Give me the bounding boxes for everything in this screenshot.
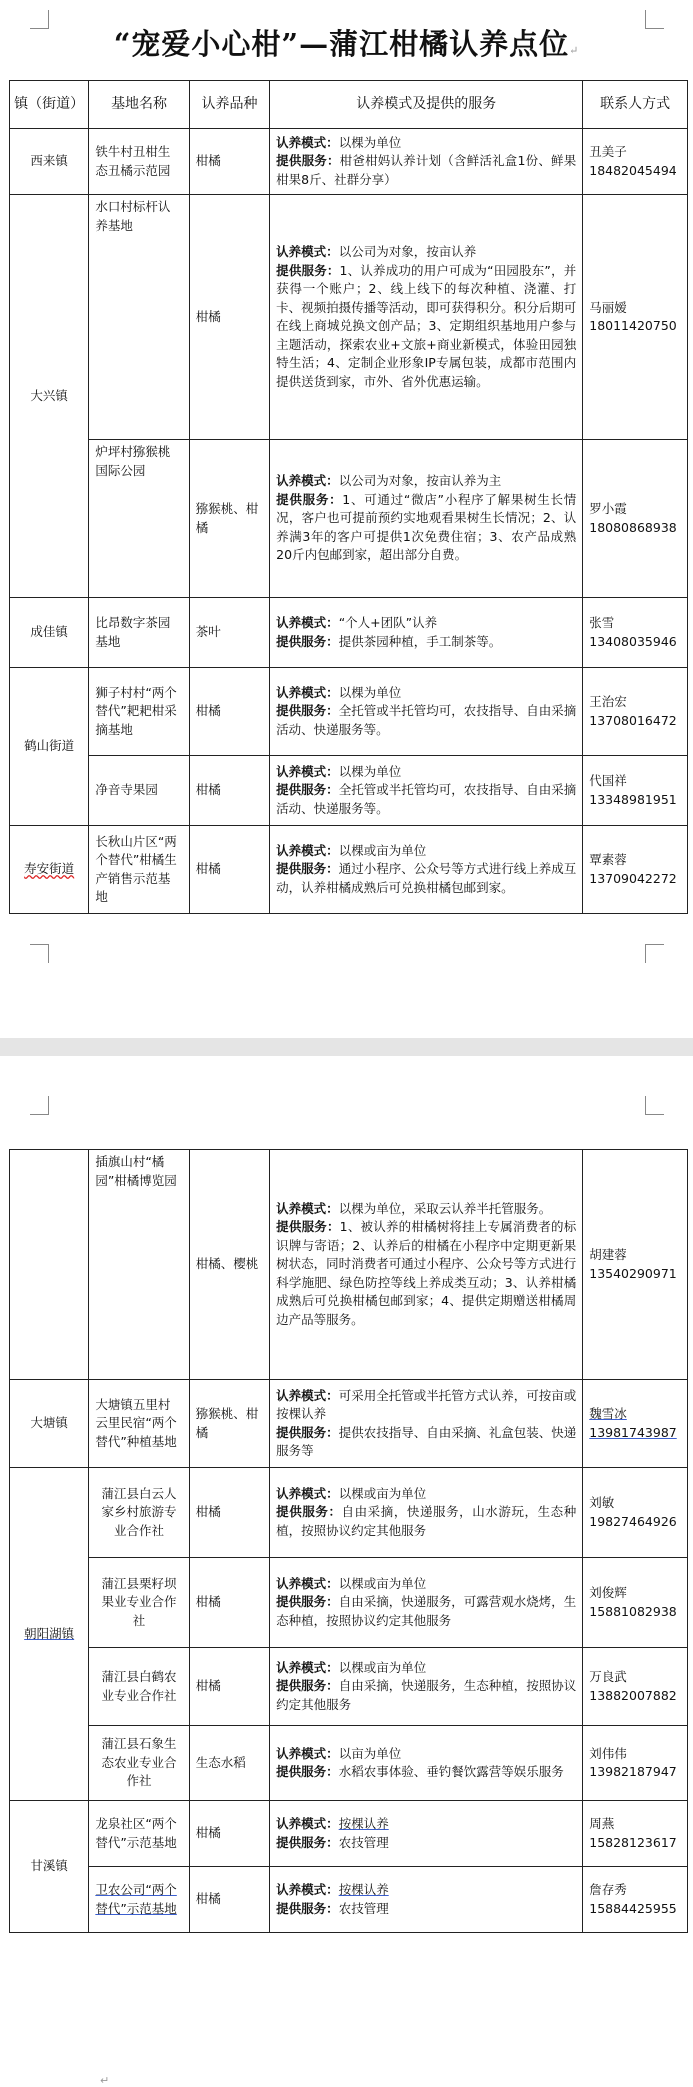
- contact-cell: 万良武 13882007882: [583, 1648, 688, 1726]
- table-row: [10, 668, 688, 756]
- header-variety: 认养品种: [189, 81, 269, 129]
- table-page-2: [9, 1149, 688, 1933]
- document-title: “宠爱小心柑”—蒲江柑橘认养点位↵: [113, 27, 580, 61]
- town-cell: 大兴镇: [10, 195, 89, 598]
- document-page-1: [0, 0, 693, 1038]
- town-cell: 鹤山街道: [10, 668, 89, 826]
- table-header-row: [10, 81, 688, 129]
- page-gap: [0, 1038, 693, 1056]
- town-cell: 甘溪镇: [10, 1801, 89, 1933]
- contact-cell: 代国祥 13348981951: [583, 756, 688, 826]
- table-row: [10, 756, 688, 826]
- base-cell: 蒲江县白云人家乡村旅游专业合作社: [89, 1468, 189, 1558]
- contact-cell: 覃素蓉 13709042272: [583, 826, 688, 914]
- service-cell: 认养模式：按棵认养 提供服务：农技管理: [270, 1867, 583, 1933]
- table-row: [10, 1150, 688, 1380]
- base-cell: 大塘镇五里村云里民宿“两个替代”种植基地: [89, 1380, 189, 1468]
- variety-cell: 柑橘: [189, 1468, 269, 1558]
- header-service: 认养模式及提供的服务: [270, 81, 583, 129]
- table-row: [10, 440, 688, 598]
- service-cell: 认养模式：以亩为单位 提供服务：水稻农事体验、垂钓餐饮露营等娱乐服务: [270, 1726, 583, 1801]
- contact-cell: 丑美子 18482045494: [583, 129, 688, 195]
- base-cell: 蒲江县石象生态农业专业合作社: [89, 1726, 189, 1801]
- contact-cell: 刘伟伟 13982187947: [583, 1726, 688, 1801]
- service-cell: 认养模式：按棵认养 提供服务：农技管理: [270, 1801, 583, 1867]
- variety-cell: 柑橘: [189, 1648, 269, 1726]
- crop-mark: [30, 944, 49, 963]
- service-cell: 认养模式：以棵为单位 提供服务：全托管或半托管均可，农技指导、自由采摘活动、快递服务等。: [270, 756, 583, 826]
- service-cell: 认养模式：可采用全托管或半托管方式认养，可按亩或按棵认养 提供服务：提供农技指导、自由采摘、礼盒包装、快递服务等: [270, 1380, 583, 1468]
- variety-cell: 茶叶: [189, 598, 269, 668]
- header-base: 基地名称: [89, 81, 189, 129]
- service-cell: 认养模式：以棵为单位 提供服务：柑爸柑妈认养计划（含鲜活礼盒1份、鲜果柑果8斤、社群分享）: [270, 129, 583, 195]
- contact-cell: 胡建蓉 13540290971: [583, 1150, 688, 1380]
- base-cell: 水口村标杆认养基地: [89, 195, 189, 440]
- variety-cell: 柑橘: [189, 129, 269, 195]
- town-cell: 大塘镇: [10, 1380, 89, 1468]
- contact-cell: 马丽嫒 18011420750: [583, 195, 688, 440]
- base-cell: 炉坪村猕猴桃国际公园: [89, 440, 189, 598]
- base-cell: 净音寺果园: [89, 756, 189, 826]
- service-cell: 认养模式：以棵或亩为单位 提供服务：自由采摘，快递服务，可露营观水烧烤，生态种植，按照协议约定其他服务: [270, 1558, 583, 1648]
- town-cell: [10, 1150, 89, 1380]
- base-cell: 蒲江县栗籽坝果业专业合作社: [89, 1558, 189, 1648]
- service-cell: 认养模式：以棵或亩为单位 提供服务：自由采摘，快递服务，山水游玩，生态种植，按照协议约定其他服务: [270, 1468, 583, 1558]
- variety-cell: 猕猴桃、柑橘: [189, 1380, 269, 1468]
- contact-cell: 周燕 15828123617: [583, 1801, 688, 1867]
- base-cell: 蒲江县白鹤农业专业合作社: [89, 1648, 189, 1726]
- base-cell: 狮子村村“两个替代”耙耙柑采摘基地: [89, 668, 189, 756]
- contact-cell: 王治宏 13708016472: [583, 668, 688, 756]
- header-town: 镇（街道）: [10, 81, 89, 129]
- table-row: [10, 1648, 688, 1726]
- table-row: [10, 1380, 688, 1468]
- table-row: [10, 195, 688, 440]
- base-cell: 卫农公司“两个替代”示范基地: [89, 1867, 189, 1933]
- service-cell: 认养模式：以棵或亩为单位 提供服务：自由采摘，快递服务，生态种植，按照协议约定其他服务: [270, 1648, 583, 1726]
- table-row: [10, 1867, 688, 1933]
- table-row: [10, 598, 688, 668]
- variety-cell: 柑橘: [189, 195, 269, 440]
- crop-mark: [30, 1096, 49, 1115]
- variety-cell: 猕猴桃、柑橘: [189, 440, 269, 598]
- contact-cell: 詹存秀 15884425955: [583, 1867, 688, 1933]
- variety-cell: 柑橘: [189, 1801, 269, 1867]
- base-cell: 比昂数字茶园基地: [89, 598, 189, 668]
- variety-cell: 柑橘: [189, 668, 269, 756]
- contact-cell: 刘俊辉 15881082938: [583, 1558, 688, 1648]
- service-cell: 认养模式：“个人+团队”认养 提供服务：提供茶园种植，手工制茶等。: [270, 598, 583, 668]
- table-row: [10, 1468, 688, 1558]
- document-page-2: [0, 1056, 693, 2087]
- crop-mark: [645, 944, 664, 963]
- crop-mark: [645, 1096, 664, 1115]
- service-cell: 认养模式：以公司为对象，按亩认养 提供服务：1、认养成功的用户可成为“田园股东”，并获得一个账户；2、线上线下的每次种植、浇灌、打卡、视频拍摄传播等活动，即可获得积分。积分后期可在线上商城兑换文创产品；3、定期组织基地用户参与主题活动，探索农业+文旅+商业新模式，体验田园独特生活；4、定制企业形象IP专属包装，成都市范围内提供送货到家，市外、省外优惠运输。: [270, 195, 583, 440]
- contact-cell: 张雪 13408035946: [583, 598, 688, 668]
- town-cell: 朝阳湖镇: [10, 1468, 89, 1801]
- contact-cell: 魏雪冰 13981743987: [583, 1380, 688, 1468]
- variety-cell: 柑橘: [189, 1558, 269, 1648]
- service-cell: 认养模式：以公司为对象，按亩认养为主 提供服务：1、可通过“微店”小程序了解果树生长情况，客户也可提前预约实地观看果树生长情况；2、认养满3年的客户可提供1次免费住宿；3、农产品成熟20斤内包邮到家，超出部分自费。: [270, 440, 583, 598]
- variety-cell: 生态水稻: [189, 1726, 269, 1801]
- table-page-1: [9, 80, 688, 914]
- table-row: [10, 1726, 688, 1801]
- base-cell: 铁牛村丑柑生态丑橘示范园: [89, 129, 189, 195]
- variety-cell: 柑橘: [189, 826, 269, 914]
- base-cell: 长秋山片区“两个替代”柑橘生产销售示范基地: [89, 826, 189, 914]
- table-row: [10, 1801, 688, 1867]
- paragraph-mark: ↵: [100, 2074, 110, 2087]
- base-cell: 龙泉社区“两个替代”示范基地: [89, 1801, 189, 1867]
- service-cell: 认养模式：以棵为单位，采取云认养半托管服务。 提供服务：1、被认养的柑橘树将挂上专属消费者的标识牌与寄语；2、认养后的柑橘在小程序中定期更新果树状态，同时消费者可通过小程序、公众号等方式进行科学施肥、绿色防控等线上养成类互动；3、认养柑橘成熟后可兑换柑橘包邮到家；4、提供定期赠送柑橘周边产品等服务。: [270, 1150, 583, 1380]
- contact-cell: 刘敏 19827464926: [583, 1468, 688, 1558]
- header-contact: 联系人方式: [583, 81, 688, 129]
- service-cell: 认养模式：以棵为单位 提供服务：全托管或半托管均可，农技指导、自由采摘活动、快递服务等。: [270, 668, 583, 756]
- table-row: [10, 1558, 688, 1648]
- variety-cell: 柑橘: [189, 1867, 269, 1933]
- town-cell: 成佳镇: [10, 598, 89, 668]
- variety-cell: 柑橘: [189, 756, 269, 826]
- town-cell: 寿安街道: [10, 826, 89, 914]
- contact-cell: 罗小霞 18080868938: [583, 440, 688, 598]
- base-cell: 插旗山村“橘园”柑橘博览园: [89, 1150, 189, 1380]
- table-row: [10, 129, 688, 195]
- town-cell: 西来镇: [10, 129, 89, 195]
- table-row: [10, 826, 688, 914]
- service-cell: 认养模式：以棵或亩为单位 提供服务：通过小程序、公众号等方式进行线上养成互动，认养柑橘成熟后可兑换柑橘包邮到家。: [270, 826, 583, 914]
- variety-cell: 柑橘、樱桃: [189, 1150, 269, 1380]
